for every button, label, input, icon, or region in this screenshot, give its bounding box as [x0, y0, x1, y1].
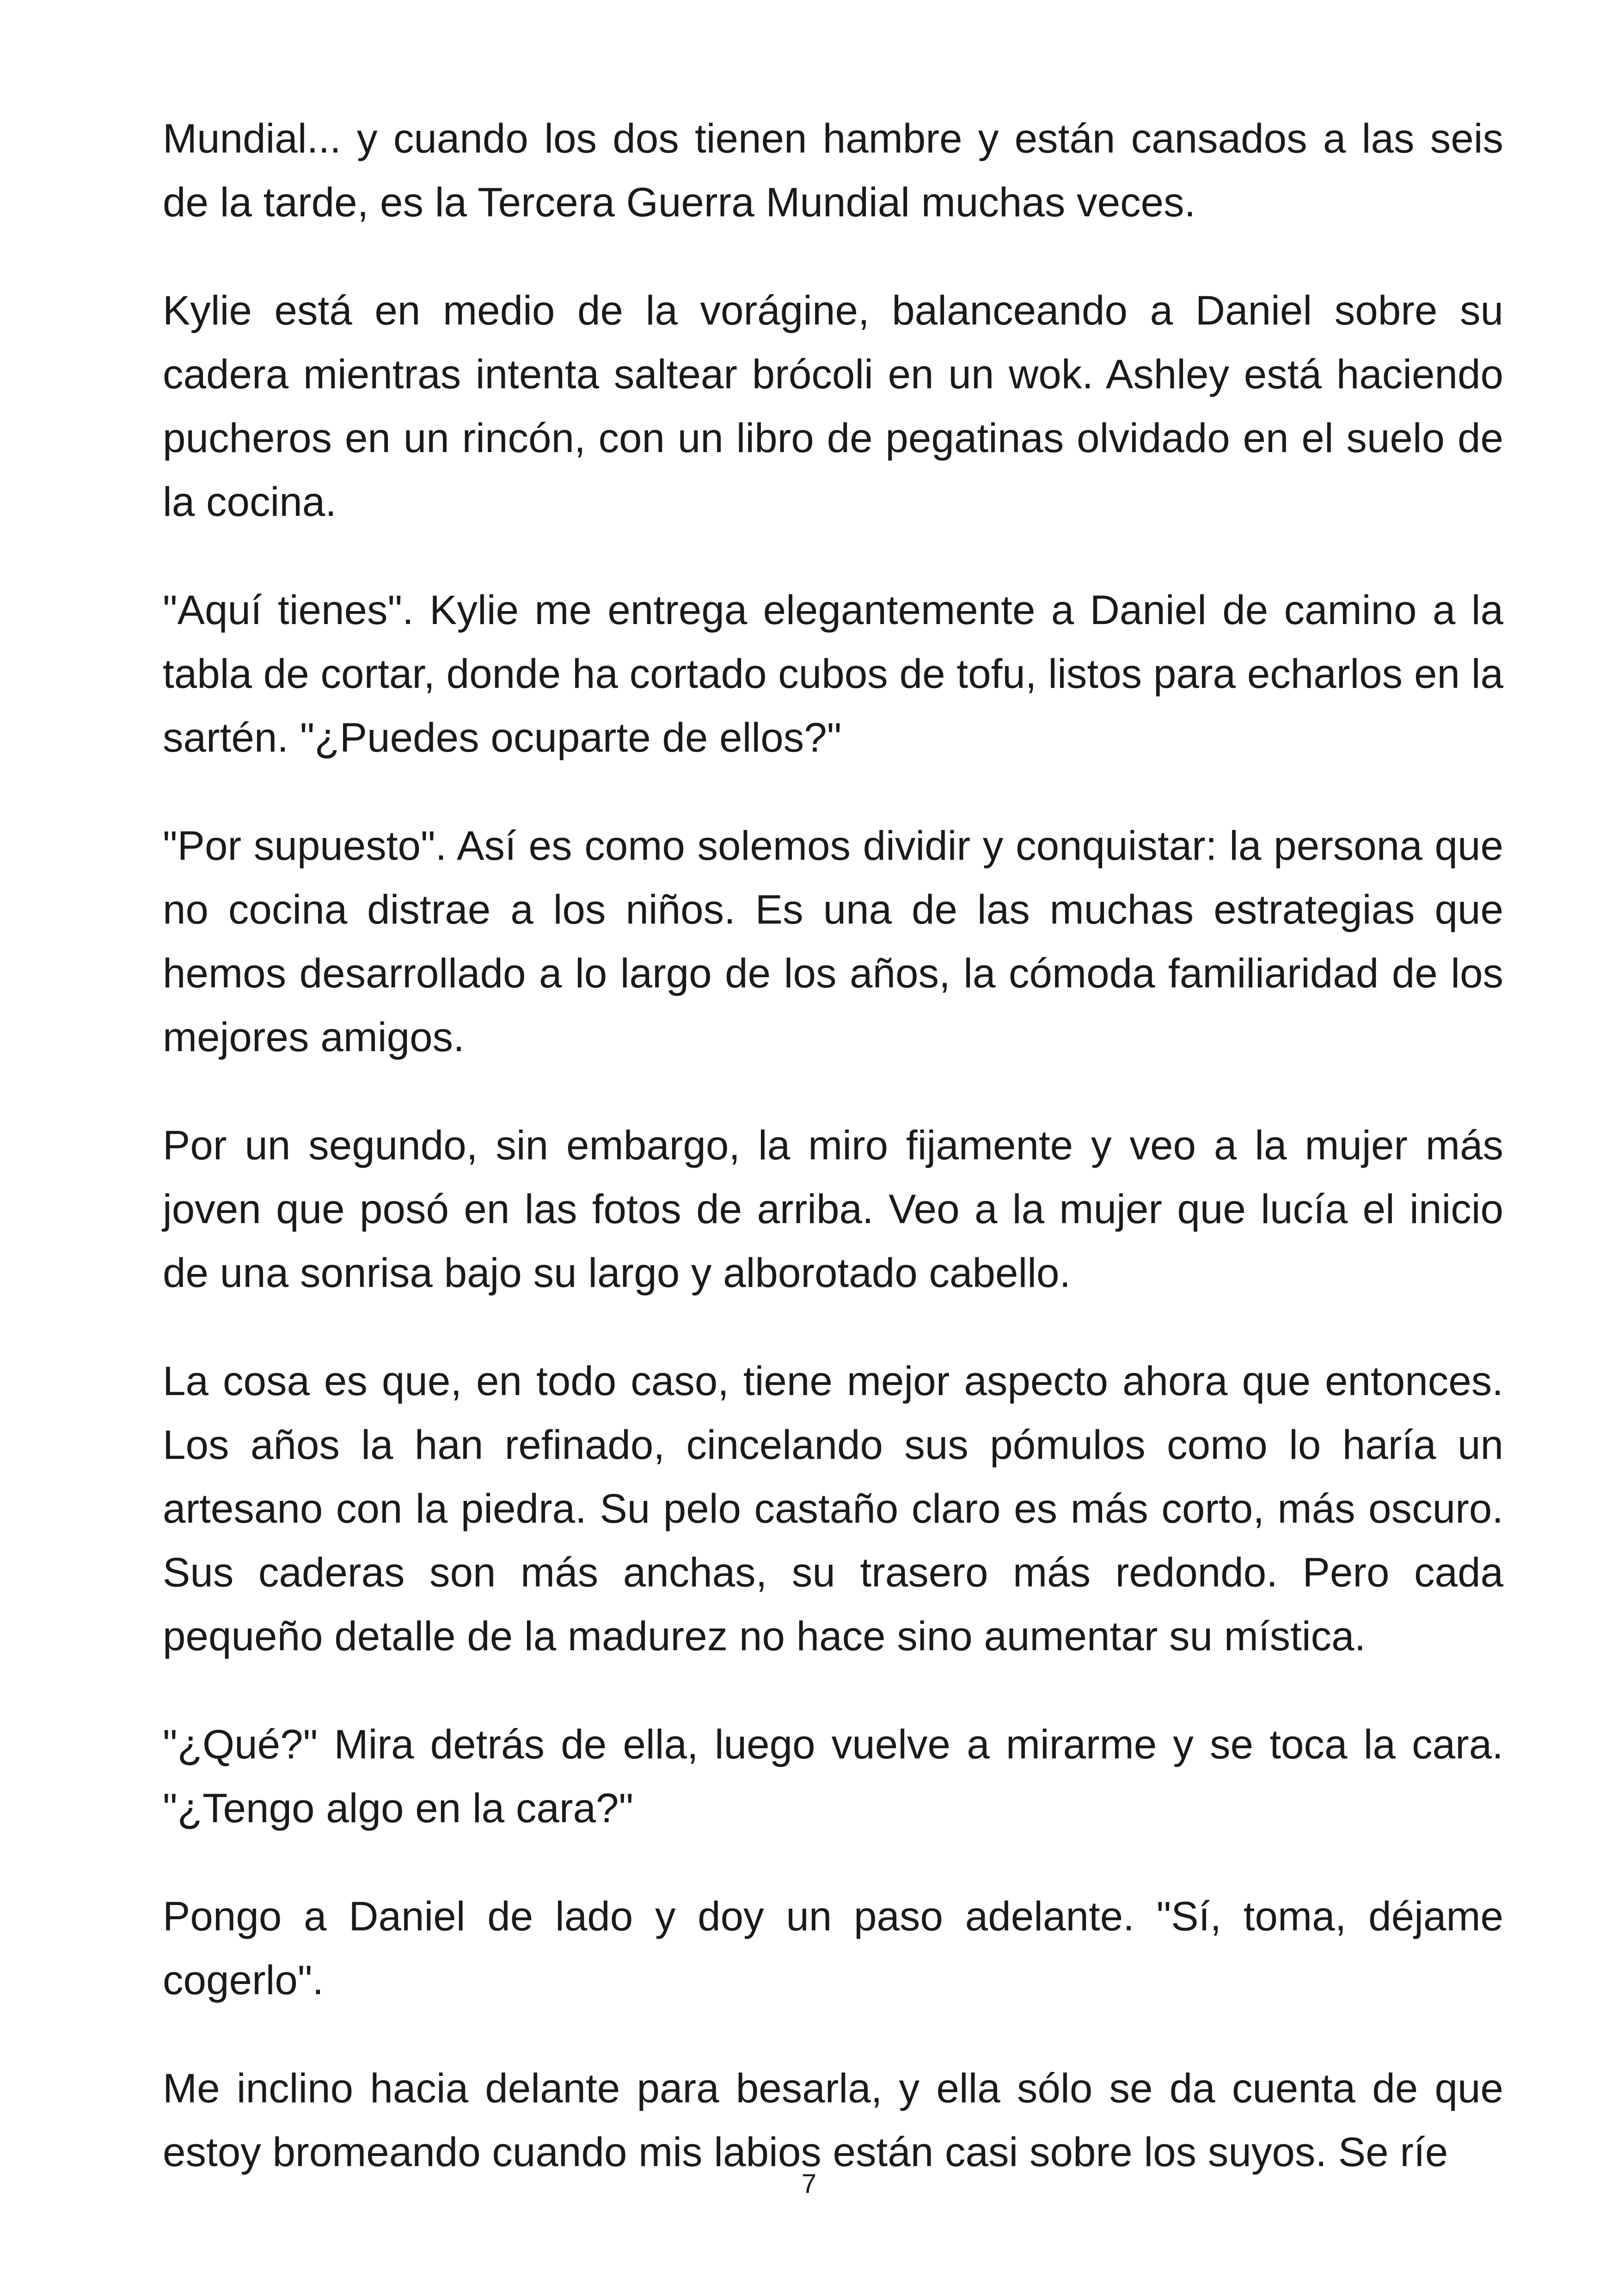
paragraph: "Por supuesto". Así es como solemos dividir y conquistar: la persona que no cocina distrae a los niños. Es una de las muchas estrategias que hemos desarrollado a lo largo de los años, la cómoda familiaridad de los mejores amigos.	[163, 822, 1503, 1060]
paragraph: "¿Qué?" Mira detrás de ella, luego vuelve a mirarme y se toca la cara. "¿Tengo algo en la cara?"	[163, 1721, 1503, 1831]
paragraph: Me inclino hacia delante para besarla, y ella sólo se da cuenta de que estoy bromeando cuando mis labios están casi sobre los suyos. Se ríe	[163, 2065, 1503, 2175]
paragraph: La cosa es que, en todo caso, tiene mejor aspecto ahora que entonces. Los años la han refinado, cincelando sus pómulos como lo haría un artesano con la piedra. Su pelo castaño claro es más corto, más oscuro. Sus caderas son más anchas, su trasero más redondo. Pero cada pequeño detalle de la madurez no hace sino aumentar su mística.	[163, 1358, 1503, 1659]
paragraph: Por un segundo, sin embargo, la miro fijamente y veo a la mujer más joven que posó en las fotos de arriba. Veo a la mujer que lucía el inicio de una sonrisa bajo su largo y alborotado cabello.	[163, 1122, 1503, 1296]
paragraph: Pongo a Daniel de lado y doy un paso adelante. "Sí, toma, déjame cogerlo".	[163, 1893, 1503, 2003]
paragraph: Kylie está en medio de la vorágine, balanceando a Daniel sobre su cadera mientras intenta saltear brócoli en un wok. Ashley está haciendo pucheros en un rincón, con un libro de pegatinas olvidado en el suelo de la cocina.	[163, 287, 1503, 525]
paragraph: Mundial... y cuando los dos tienen hambre y están cansados a las seis de la tarde, es la Tercera Guerra Mundial muchas veces.	[163, 115, 1503, 225]
page-body	[163, 106, 1503, 2228]
paragraph: "Aquí tienes". Kylie me entrega elegantemente a Daniel de camino a la tabla de cortar, donde ha cortado cubos de tofu, listos para echarlos en la sartén. "¿Puedes ocuparte de ellos?"	[163, 587, 1503, 760]
page-number: 7	[801, 2169, 817, 2199]
